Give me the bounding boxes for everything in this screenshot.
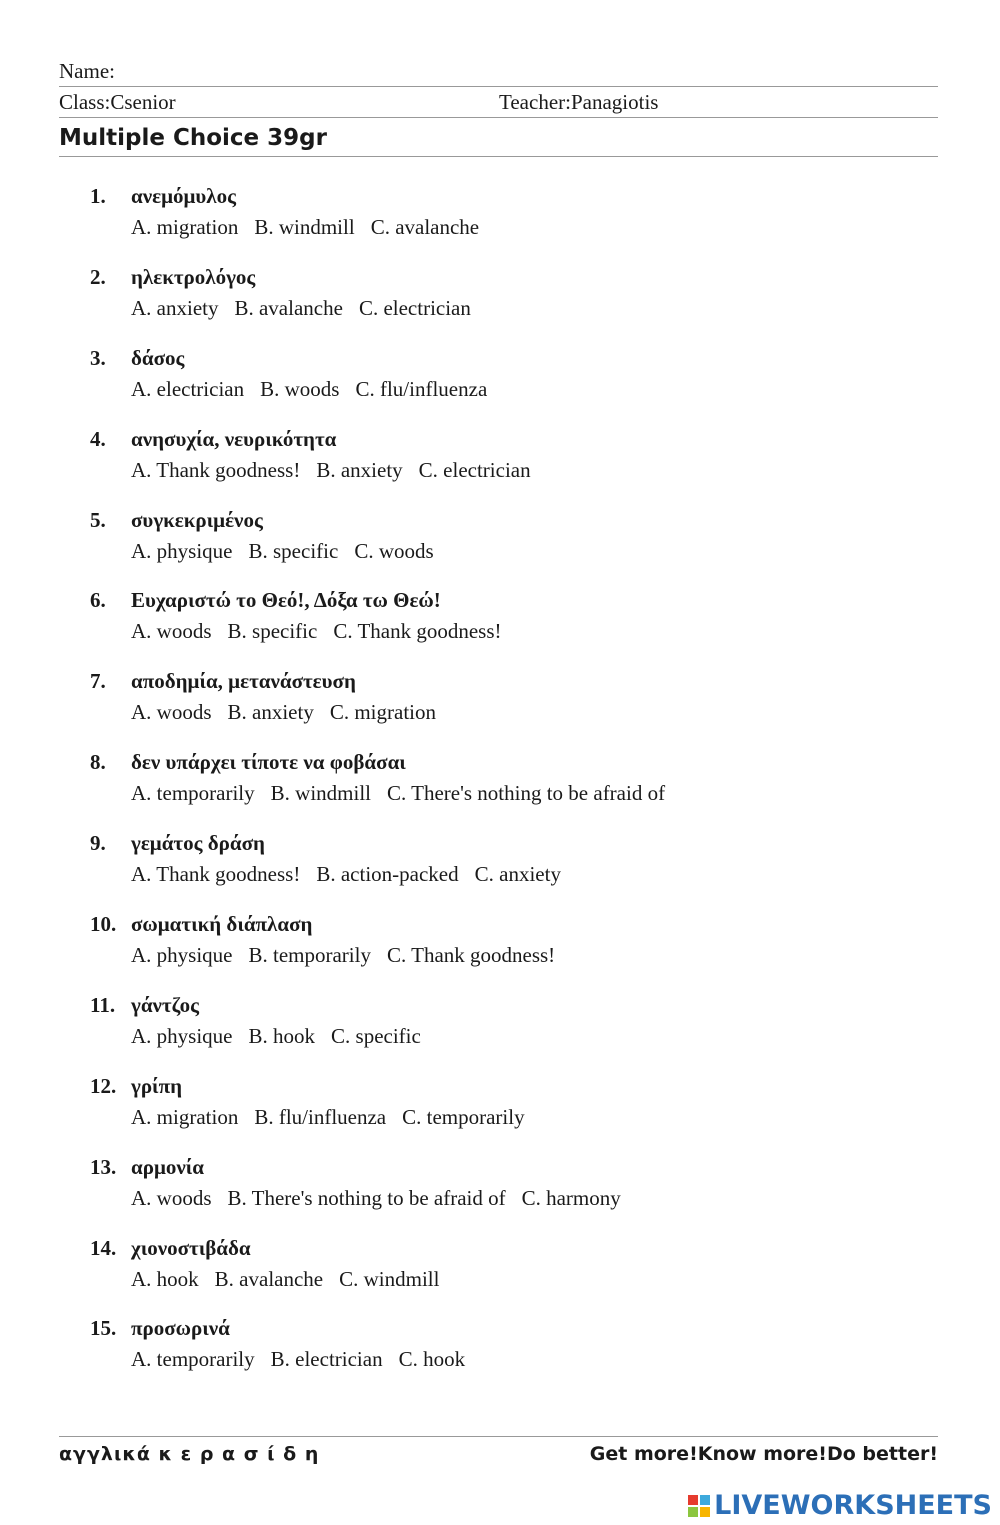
answer-option[interactable]: A. Thank goodness! bbox=[131, 862, 301, 887]
answer-option[interactable]: A. woods bbox=[131, 700, 212, 725]
answer-option[interactable]: A. physique bbox=[131, 943, 233, 968]
answer-option[interactable]: C. electrician bbox=[358, 295, 471, 320]
question-item bbox=[0, 1232, 1000, 1313]
answer-option[interactable]: B. anxiety bbox=[316, 457, 403, 482]
answer-option[interactable]: B. flu/influenza bbox=[254, 1104, 387, 1129]
question-prompt: Ευχαριστώ το Θεό!, Δόξα τω Θεώ! bbox=[131, 588, 441, 613]
question-list bbox=[0, 180, 1000, 1393]
answer-options bbox=[131, 536, 450, 566]
question-item bbox=[0, 908, 1000, 989]
question-number: 7. bbox=[90, 669, 106, 694]
answer-option[interactable]: C. hook bbox=[398, 1347, 466, 1372]
answer-option[interactable]: C. temporarily bbox=[402, 1104, 525, 1129]
question-number: 6. bbox=[90, 588, 106, 613]
answer-option[interactable]: A. woods bbox=[131, 619, 212, 644]
answer-option[interactable]: C. harmony bbox=[521, 1185, 621, 1210]
answer-option[interactable]: B. windmill bbox=[254, 215, 355, 239]
answer-option[interactable]: B. anxiety bbox=[227, 700, 314, 725]
answer-options bbox=[131, 293, 487, 323]
question-number: 14. bbox=[90, 1235, 117, 1260]
question-item bbox=[0, 1070, 1000, 1151]
answer-option[interactable]: C. Thank goodness! bbox=[386, 943, 556, 968]
answer-options bbox=[131, 1021, 437, 1051]
question-number: 9. bbox=[90, 831, 106, 856]
question-item bbox=[0, 504, 1000, 585]
question-prompt: ανεμόμυλος bbox=[131, 184, 236, 208]
question-prompt: ανησυχία, νευρικότητα bbox=[131, 426, 337, 451]
answer-options bbox=[131, 616, 518, 646]
answer-option[interactable]: B. electrician bbox=[270, 1347, 383, 1372]
question-item bbox=[0, 342, 1000, 423]
question-item bbox=[0, 261, 1000, 342]
name-label: Name: bbox=[59, 59, 115, 83]
answer-option[interactable]: C. migration bbox=[329, 700, 437, 725]
answer-option[interactable]: C. electrician bbox=[418, 457, 531, 482]
brand-name: LIVEWORKSHEETS bbox=[714, 1490, 992, 1521]
logo-square bbox=[688, 1495, 698, 1505]
answer-option[interactable]: B. windmill bbox=[270, 781, 371, 806]
answer-option[interactable]: A. anxiety bbox=[131, 295, 219, 320]
answer-option[interactable]: A. Thank goodness! bbox=[131, 457, 301, 482]
question-number: 3. bbox=[90, 345, 106, 370]
liveworksheets-logo-icon bbox=[688, 1495, 710, 1517]
answer-options bbox=[131, 455, 547, 485]
class-label: Class:Csenior bbox=[59, 90, 176, 114]
answer-option[interactable]: A. migration bbox=[131, 215, 239, 239]
answer-options bbox=[131, 1183, 637, 1213]
name-field bbox=[59, 56, 938, 87]
answer-options bbox=[131, 1344, 481, 1374]
answer-option[interactable]: C. Thank goodness! bbox=[333, 619, 502, 644]
footer-divider bbox=[59, 1436, 938, 1437]
question-number: 15. bbox=[90, 1316, 117, 1341]
footer-right-text: Get more!Know more!Do better! bbox=[589, 1443, 938, 1465]
question-number: 8. bbox=[90, 750, 106, 775]
answer-option[interactable]: C. windmill bbox=[339, 1266, 440, 1291]
answer-option[interactable]: C. anxiety bbox=[474, 862, 561, 887]
answer-option[interactable]: C. There's nothing to be afraid of bbox=[387, 781, 666, 806]
answer-option[interactable]: B. specific bbox=[227, 619, 318, 644]
question-prompt: αρμονία bbox=[131, 1154, 204, 1179]
answer-options bbox=[131, 940, 571, 970]
question-prompt: προσωρινά bbox=[131, 1316, 230, 1341]
answer-option[interactable]: B. hook bbox=[248, 1023, 316, 1048]
question-prompt: ηλεκτρολόγος bbox=[131, 264, 256, 289]
question-number: 1. bbox=[90, 184, 106, 208]
answer-options bbox=[131, 1264, 455, 1294]
question-prompt: γάντζος bbox=[131, 992, 199, 1017]
question-item bbox=[0, 584, 1000, 665]
question-number: 12. bbox=[90, 1073, 117, 1098]
worksheet-title: Multiple Choice 39gr bbox=[59, 120, 938, 157]
question-prompt: σωματική διάπλαση bbox=[131, 912, 313, 937]
answer-option[interactable]: B. avalanche bbox=[234, 295, 343, 320]
question-number: 10. bbox=[90, 912, 117, 937]
answer-option[interactable]: A. physique bbox=[131, 538, 233, 563]
question-number: 5. bbox=[90, 507, 106, 532]
answer-option[interactable]: C. avalanche bbox=[370, 215, 480, 239]
question-item bbox=[0, 827, 1000, 908]
class-teacher-row bbox=[59, 87, 938, 118]
question-prompt: δάσος bbox=[131, 345, 185, 370]
answer-options bbox=[131, 1102, 541, 1132]
question-item bbox=[0, 1151, 1000, 1232]
answer-option[interactable]: B. action-packed bbox=[316, 862, 459, 887]
liveworksheets-brand[interactable] bbox=[688, 1490, 992, 1522]
answer-options bbox=[131, 374, 503, 404]
question-item bbox=[0, 423, 1000, 504]
question-number: 4. bbox=[90, 426, 106, 451]
question-item bbox=[0, 665, 1000, 746]
answer-options bbox=[131, 697, 452, 727]
answer-option[interactable]: A. hook bbox=[131, 1266, 199, 1291]
answer-option[interactable]: B. woods bbox=[260, 376, 340, 401]
question-number: 13. bbox=[90, 1154, 117, 1179]
question-prompt: δεν υπάρχει τίποτε να φοβάσαι bbox=[131, 750, 406, 775]
question-item bbox=[0, 989, 1000, 1070]
answer-option[interactable]: A. electrician bbox=[131, 376, 245, 401]
answer-option[interactable]: C. specific bbox=[331, 1023, 421, 1048]
answer-option[interactable]: B. specific bbox=[248, 538, 339, 563]
question-prompt: χιονοστιβάδα bbox=[131, 1235, 251, 1260]
question-item bbox=[0, 1312, 1000, 1393]
answer-option[interactable]: C. woods bbox=[354, 538, 434, 563]
teacher-label: Teacher:Panagiotis bbox=[499, 90, 659, 114]
question-item bbox=[0, 180, 1000, 261]
answer-option[interactable]: B. avalanche bbox=[214, 1266, 324, 1291]
answer-options bbox=[131, 212, 495, 242]
logo-square bbox=[688, 1507, 698, 1517]
logo-square bbox=[700, 1495, 710, 1505]
answer-option[interactable]: B. There's nothing to be afraid of bbox=[227, 1185, 506, 1210]
question-prompt: γεμάτος δράση bbox=[131, 831, 265, 856]
question-number: 11. bbox=[90, 992, 116, 1017]
question-prompt: γρίπη bbox=[131, 1073, 183, 1098]
footer-left-text: αγγλικά κ ε ρ α σ ί δ η bbox=[59, 1443, 320, 1465]
answer-options bbox=[131, 859, 577, 889]
question-prompt: συγκεκριμένος bbox=[131, 507, 263, 532]
answer-option[interactable]: A. temporarily bbox=[131, 1347, 255, 1372]
answer-option[interactable]: A. migration bbox=[131, 1104, 239, 1129]
answer-option[interactable]: A. physique bbox=[131, 1023, 233, 1048]
answer-option[interactable]: B. temporarily bbox=[248, 943, 371, 968]
question-number: 2. bbox=[90, 264, 106, 289]
logo-square bbox=[700, 1507, 710, 1517]
answer-options bbox=[131, 778, 681, 808]
question-item bbox=[0, 746, 1000, 827]
answer-option[interactable]: A. woods bbox=[131, 1185, 212, 1210]
question-prompt: αποδημία, μετανάστευση bbox=[131, 669, 356, 694]
answer-option[interactable]: A. temporarily bbox=[131, 781, 255, 806]
answer-option[interactable]: C. flu/influenza bbox=[355, 376, 488, 401]
